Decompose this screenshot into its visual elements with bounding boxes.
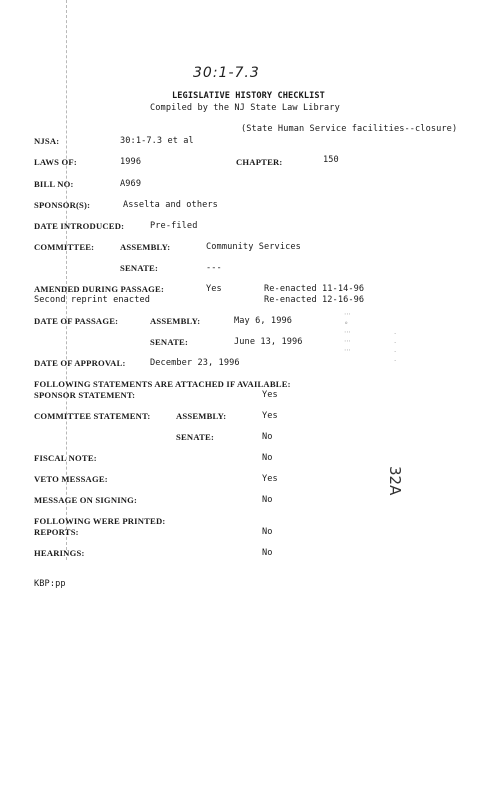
amended-note-2: Re-enacted 12-16-96 — [264, 295, 365, 305]
committee-senate-value: --- — [206, 263, 222, 273]
side-stamp: 32A — [386, 466, 404, 496]
handwritten-number: 30:1-7.3 — [193, 65, 260, 81]
fiscal-note-value: No — [262, 453, 273, 463]
sponsor-label: SPONSOR(S): — [34, 200, 91, 210]
bill-no-value: A969 — [120, 179, 142, 189]
committee-assembly-label: ASSEMBLY: — [120, 242, 171, 252]
fiscal-note-label: FISCAL NOTE: — [34, 453, 97, 463]
committee-statement-assembly-value: Yes — [262, 411, 278, 421]
reports-label: REPORTS: — [34, 527, 79, 537]
njsa-value: 30:1-7.3 et al — [120, 136, 194, 146]
scan-smudge-right: · · · · — [394, 330, 397, 365]
committee-statement-senate-label: SENATE: — [176, 432, 215, 442]
approval-value: December 23, 1996 — [150, 358, 240, 368]
committee-label: COMMITTEE: — [34, 242, 95, 252]
chapter-label: CHAPTER: — [236, 157, 283, 167]
reports-value: No — [262, 527, 273, 537]
date-introduced-value: Pre-filed — [150, 221, 198, 231]
committee-senate-label: SENATE: — [120, 263, 159, 273]
sponsor-statement-value: Yes — [262, 390, 278, 400]
following-printed-heading: FOLLOWING WERE PRINTED: — [34, 516, 166, 526]
page-subtitle: Compiled by the NJ State Law Library — [150, 103, 340, 113]
committee-statement-label: COMMITTEE STATEMENT: — [34, 411, 151, 421]
veto-message-label: VETO MESSAGE: — [34, 474, 108, 484]
hearings-value: No — [262, 548, 273, 558]
amended-second-line: Second reprint enacted — [34, 295, 151, 305]
laws-of-label: LAWS OF: — [34, 157, 77, 167]
sponsor-statement-label: SPONSOR STATEMENT: — [34, 390, 136, 400]
passage-senate-label: SENATE: — [150, 337, 189, 347]
approval-label: DATE OF APPROVAL: — [34, 358, 126, 368]
amended-note-1: Re-enacted 11-14-96 — [264, 284, 365, 294]
njsa-label: NJSA: — [34, 136, 60, 146]
message-on-signing-value: No — [262, 495, 273, 505]
amended-value: Yes — [206, 284, 222, 294]
following-statements-heading: FOLLOWING STATEMENTS ARE ATTACHED IF AVAILABLE: — [34, 379, 291, 389]
message-on-signing-label: MESSAGE ON SIGNING: — [34, 495, 138, 505]
bill-description: (State Human Service facilities--closure) — [241, 124, 458, 134]
initials: KBP:pp — [34, 579, 66, 589]
hearings-label: HEARINGS: — [34, 548, 85, 558]
bill-no-label: BILL NO: — [34, 179, 74, 189]
committee-statement-assembly-label: ASSEMBLY: — [176, 411, 227, 421]
scan-smudge: ⋯ ∘ ⋯ ⋯ ⋯ — [344, 310, 351, 354]
amended-label: AMENDED DURING PASSAGE: — [34, 284, 165, 294]
chapter-value: 150 — [323, 155, 339, 165]
sponsor-value: Asselta and others — [123, 200, 218, 210]
page-title: LEGISLATIVE HISTORY CHECKLIST — [172, 91, 325, 101]
passage-senate-value: June 13, 1996 — [234, 337, 303, 347]
committee-statement-senate-value: No — [262, 432, 273, 442]
date-introduced-label: DATE INTRODUCED: — [34, 221, 125, 231]
passage-label: DATE OF PASSAGE: — [34, 316, 119, 326]
passage-assembly-label: ASSEMBLY: — [150, 316, 201, 326]
passage-assembly-value: May 6, 1996 — [234, 316, 293, 326]
committee-assembly-value: Community Services — [206, 242, 301, 252]
laws-of-value: 1996 — [120, 157, 142, 167]
veto-message-value: Yes — [262, 474, 278, 484]
